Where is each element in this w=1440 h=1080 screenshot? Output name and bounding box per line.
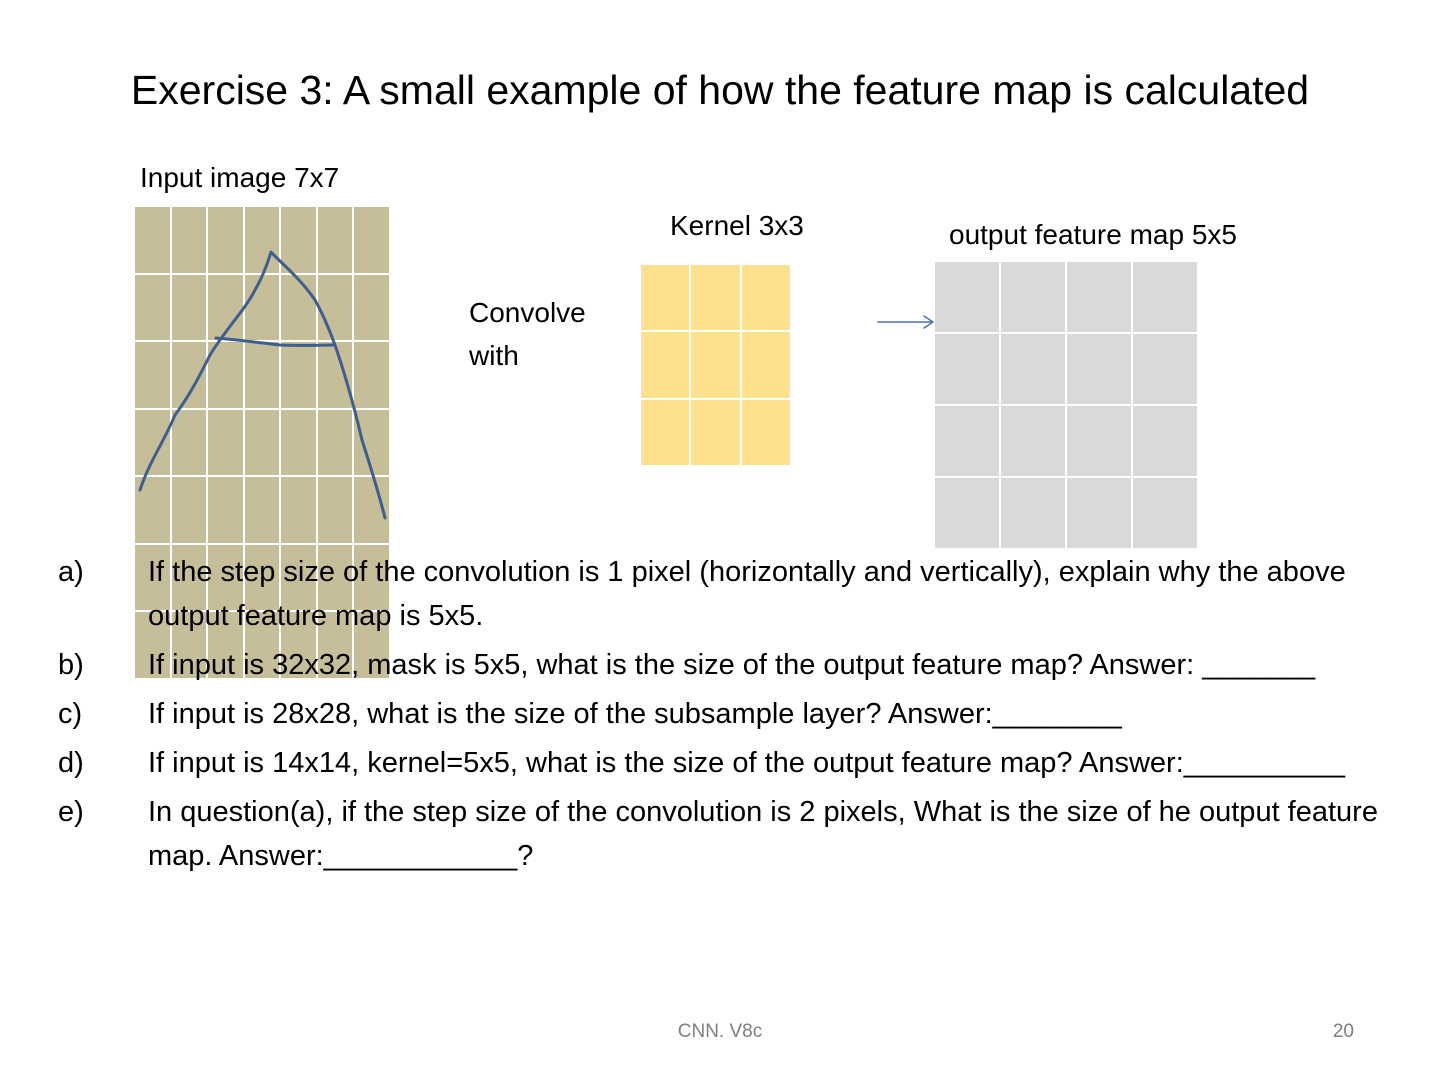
kernel-grid	[640, 264, 791, 466]
input-image-label: Input image 7x7	[140, 162, 340, 193]
grid-cell	[640, 264, 690, 331]
grid-cell	[134, 476, 171, 544]
grid-cell	[1132, 477, 1198, 549]
grid-cell	[1132, 405, 1198, 477]
grid-cell	[317, 341, 354, 409]
question-text: If input is 14x14, kernel=5x5, what is the size of the output feature map? Answer:__________	[148, 747, 1346, 779]
grid-cell	[1066, 333, 1132, 405]
grid-cell	[280, 476, 317, 544]
question-list	[58, 550, 1388, 883]
slide-number: 20	[1332, 1021, 1354, 1042]
grid-cell	[207, 409, 244, 477]
grid-cell	[317, 409, 354, 477]
question-item	[58, 550, 1388, 638]
grid-cell	[353, 476, 390, 544]
grid-cell	[1000, 261, 1066, 333]
grid-cell	[353, 341, 390, 409]
question-letter: d)	[58, 747, 84, 779]
question-text: If input is 32x32, mask is 5x5, what is the size of the output feature map? Answer: _______	[148, 649, 1316, 681]
question-text: If input is 28x28, what is the size of the subsample layer? Answer:________	[148, 698, 1122, 730]
question-letter: c)	[58, 698, 83, 730]
footer-title: CNN. V8c	[677, 1021, 763, 1042]
grid-cell	[690, 264, 740, 331]
grid-cell	[207, 274, 244, 342]
output-feature-map-grid	[934, 261, 1198, 549]
convolve-label-line1: Convolve	[469, 297, 586, 328]
grid-cell	[317, 274, 354, 342]
grid-cell	[171, 476, 208, 544]
grid-cell	[244, 206, 281, 274]
grid-cell	[1066, 405, 1132, 477]
grid-cell	[353, 409, 390, 477]
grid-cell	[1000, 333, 1066, 405]
grid-cell	[690, 331, 740, 398]
grid-cell	[1066, 477, 1132, 549]
grid-cell	[134, 274, 171, 342]
grid-cell	[741, 264, 791, 331]
grid-cell	[353, 274, 390, 342]
question-text: In question(a), if the step size of the convolution is 2 pixels, What is the size of he output feature map. Answer:____________?	[148, 796, 1378, 872]
grid-cell	[244, 409, 281, 477]
grid-cell	[690, 399, 740, 466]
grid-cell	[207, 476, 244, 544]
question-item	[58, 692, 1388, 736]
grid-cell	[134, 206, 171, 274]
question-letter: a)	[58, 556, 84, 588]
grid-cell	[1000, 405, 1066, 477]
grid-cell	[171, 206, 208, 274]
grid-cell	[171, 409, 208, 477]
grid-cell	[280, 274, 317, 342]
grid-cell	[640, 331, 690, 398]
grid-cell	[1066, 261, 1132, 333]
grid-cell	[1132, 261, 1198, 333]
grid-cell	[207, 206, 244, 274]
grid-cell	[317, 476, 354, 544]
slide-title: Exercise 3: A small example of how the feature map is calculated	[130, 67, 1310, 113]
grid-cell	[934, 477, 1000, 549]
grid-cell	[741, 399, 791, 466]
grid-cell	[171, 341, 208, 409]
grid-cell	[280, 409, 317, 477]
grid-cell	[134, 341, 171, 409]
question-item	[58, 790, 1388, 878]
question-item	[58, 643, 1388, 687]
grid-cell	[317, 206, 354, 274]
convolve-label-line2: with	[469, 340, 519, 371]
output-feature-map-label: output feature map 5x5	[949, 219, 1237, 250]
grid-cell	[1132, 333, 1198, 405]
grid-cell	[280, 341, 317, 409]
grid-cell	[171, 274, 208, 342]
grid-cell	[934, 261, 1000, 333]
question-item	[58, 741, 1388, 785]
grid-cell	[244, 341, 281, 409]
arrow-icon	[878, 316, 933, 328]
grid-cell	[244, 274, 281, 342]
grid-cell	[640, 399, 690, 466]
grid-cell	[353, 206, 390, 274]
question-letter: e)	[58, 796, 84, 828]
grid-cell	[1000, 477, 1066, 549]
kernel-label: Kernel 3x3	[670, 210, 804, 241]
grid-cell	[280, 206, 317, 274]
grid-cell	[741, 331, 791, 398]
grid-cell	[934, 405, 1000, 477]
grid-cell	[134, 409, 171, 477]
question-letter: b)	[58, 649, 84, 681]
grid-cell	[207, 341, 244, 409]
grid-cell	[934, 333, 1000, 405]
grid-cell	[244, 476, 281, 544]
question-text: If the step size of the convolution is 1 pixel (horizontally and vertically), explain why the above output feature map is 5x5.	[148, 556, 1346, 632]
